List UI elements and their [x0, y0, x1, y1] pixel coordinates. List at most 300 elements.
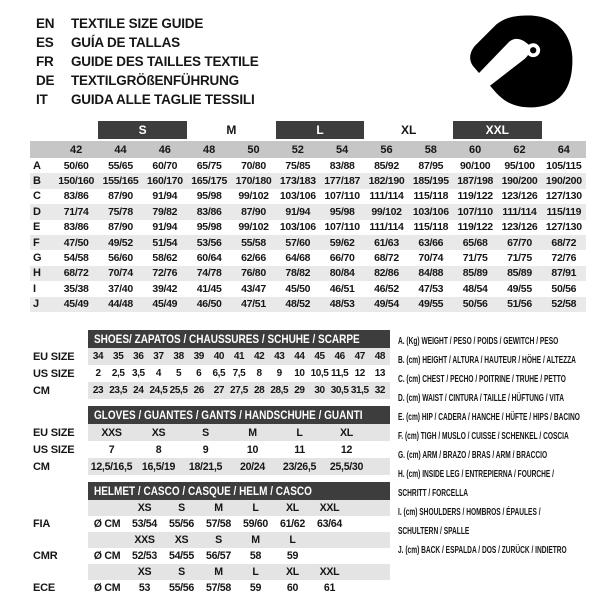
- measurement-value: 90/100: [459, 159, 491, 172]
- measurement-value: 70/74: [108, 267, 133, 280]
- measurement-value: 107/110: [324, 221, 360, 234]
- subtable-row-label: CM: [33, 460, 50, 473]
- size-value: 11,5: [331, 368, 349, 379]
- measurement-value: 48/52: [285, 298, 311, 311]
- size-group-band: [30, 121, 586, 139]
- measurement-row-label: I: [33, 282, 37, 295]
- legend-item: [398, 389, 594, 408]
- measurement-value: 47/51: [241, 298, 266, 311]
- subtable-row-label: EU SIZE: [33, 350, 75, 363]
- measurement-value: 127/130: [545, 190, 582, 203]
- helmet-size-value: 58: [249, 550, 262, 562]
- measurement-value: 95/98: [329, 205, 355, 218]
- measurement-value: 83/86: [63, 221, 89, 234]
- legend-line-text: H. (cm) INSIDE LEG / ENTREPIERNA / FOURCHE /: [398, 469, 554, 480]
- size-value: 45: [314, 351, 325, 362]
- measurement-value: 51/56: [507, 298, 532, 311]
- measurement-value: 64/68: [285, 252, 311, 265]
- helmet-size-label: XXS: [134, 534, 155, 546]
- helmet-size-label: XS: [137, 566, 152, 578]
- measurement-value: 54/58: [63, 252, 89, 265]
- helmet-size-cells: [88, 532, 390, 548]
- measurement-value: 87/95: [418, 159, 444, 172]
- size-value: 10: [246, 443, 259, 456]
- subtable-row: [30, 424, 392, 441]
- helmet-values-row: [30, 516, 392, 532]
- size-value: 7: [108, 443, 115, 456]
- subtable-cells: [88, 382, 390, 399]
- subtable-cells: [88, 348, 390, 365]
- measurement-value: 55/58: [241, 236, 266, 249]
- measurement-value: 43/47: [241, 282, 266, 295]
- size-value: 20/24: [239, 460, 265, 473]
- subtable-row: [30, 365, 392, 382]
- clothing-size-rows: [30, 158, 586, 312]
- size-value: 41: [233, 351, 245, 362]
- measurement-value: 55/65: [108, 159, 133, 172]
- measurement-value: 47/53: [418, 282, 444, 295]
- size-value: 37: [153, 351, 164, 362]
- measurement-value: 127/130: [545, 221, 582, 234]
- measurement-value: 185/195: [412, 175, 449, 188]
- size-value: 23: [92, 385, 104, 396]
- legend-line-text: B. (cm) HEIGHT / ALTURA / HAUTEUR / HÖHE / ALTEZZA: [398, 355, 576, 366]
- size-value: 6,5: [212, 368, 226, 379]
- helmet-size-value: 56/57: [205, 550, 231, 562]
- size-column-header: 60: [469, 143, 482, 156]
- helmet-title-text: HELMET / CASCO / CASQUE / HELM / CASCO: [94, 486, 312, 498]
- measurement-value: 59/62: [329, 236, 355, 249]
- size-value: 36: [133, 351, 144, 362]
- measurement-value: 57/60: [285, 236, 311, 249]
- measurement-value: 52/58: [551, 298, 577, 311]
- helmet-icon: [466, 14, 578, 110]
- size-value: 18/21,5: [188, 460, 223, 473]
- language-code: FR: [36, 54, 54, 69]
- size-value: 3,5: [131, 368, 145, 379]
- measurement-value: 87/90: [108, 221, 133, 234]
- subtable-row-label: CM: [33, 384, 50, 397]
- size-value: 34: [92, 351, 104, 362]
- measurement-value: 123/126: [501, 221, 538, 234]
- helmet-size-label: XXL: [319, 502, 340, 514]
- helmet-sizes-row: [30, 500, 392, 516]
- measurement-row: [30, 173, 586, 188]
- legend-item: [398, 446, 594, 465]
- measurement-value: 170/180: [235, 175, 272, 188]
- measurement-value: 66/70: [329, 252, 355, 265]
- size-group-label: XL: [400, 123, 417, 137]
- size-value: 10,5: [310, 368, 329, 379]
- measurement-value: 47/50: [63, 236, 89, 249]
- legend-line-text: A. (Kg) WEIGHT / PESO / POIDS / GEWITCH / PESO: [398, 336, 559, 347]
- size-value: 42: [253, 351, 265, 362]
- measurement-row-label: H: [33, 267, 41, 280]
- measurement-value: 49/54: [374, 298, 399, 311]
- size-value: XL: [340, 426, 353, 439]
- measurement-value: 99/102: [238, 221, 269, 234]
- size-value: 26: [193, 385, 204, 396]
- measurement-value: 190/200: [545, 175, 582, 188]
- measurement-value: 83/88: [329, 159, 355, 172]
- size-value: 7,5: [232, 368, 246, 379]
- measurement-value: 41/45: [196, 282, 222, 295]
- subtable-row: [30, 441, 392, 458]
- language-code: IT: [36, 92, 48, 107]
- language-code: ES: [36, 35, 54, 50]
- shoes-table: [30, 348, 392, 399]
- helmet-title: [88, 482, 390, 500]
- helmet-logo: [466, 14, 578, 115]
- measurement-value: 65/68: [462, 236, 488, 249]
- size-value: 43: [274, 351, 285, 362]
- size-column-header: 44: [114, 143, 127, 156]
- helmet-size-value: 61: [323, 582, 336, 594]
- helmet-size-value: 61/62: [279, 518, 305, 530]
- measurement-value: 65/75: [196, 159, 222, 172]
- measurement-value: 91/94: [152, 221, 178, 234]
- size-column-header: 56: [380, 143, 393, 156]
- helmet-size-cells: [88, 564, 390, 580]
- language-row: [36, 90, 259, 109]
- measurement-value: 107/110: [324, 190, 360, 203]
- helmet-size-value: 59/60: [242, 518, 268, 530]
- measurement-value: 182/190: [368, 175, 405, 188]
- measurement-row: [30, 158, 586, 173]
- helmet-size-value: 52/53: [131, 550, 157, 562]
- measurement-value: 76/80: [241, 267, 266, 280]
- legend-item: [398, 427, 594, 446]
- helmet-size-label: S: [178, 502, 185, 514]
- measurement-value: 85/89: [507, 267, 532, 280]
- subtable-row: [30, 348, 392, 365]
- measurement-value: 165/175: [191, 175, 228, 188]
- language-name: TEXTILGRÖßENFÜHRUNG: [71, 73, 239, 88]
- helmet-size-label: XL: [286, 566, 299, 578]
- size-value: 6: [196, 368, 202, 379]
- size-value: 47: [354, 351, 365, 362]
- size-column-header: 42: [70, 143, 83, 156]
- size-value: 8: [155, 443, 162, 456]
- measurement-row: [30, 204, 586, 219]
- helmet-size-label: XXL: [319, 566, 340, 578]
- size-value: 28,5: [270, 385, 289, 396]
- measurement-value: 37/40: [108, 282, 133, 295]
- helmet-size-value: 59: [286, 550, 299, 562]
- gloves-title: [88, 406, 390, 424]
- size-value: 48: [374, 351, 386, 362]
- measurement-value: 119/122: [457, 190, 493, 203]
- helmet-size-label: M: [251, 534, 260, 546]
- language-name: GUIDE DES TAILLES TEXTILE: [71, 54, 259, 69]
- subtable-row-label: EU SIZE: [33, 426, 75, 439]
- size-value: 13: [374, 368, 386, 379]
- measurement-value: 48/53: [329, 298, 355, 311]
- measurement-value: 84/88: [418, 267, 444, 280]
- language-name: GUÍA DE TALLAS: [71, 35, 180, 50]
- measurement-value: 62/66: [241, 252, 266, 265]
- clothing-size-table: [30, 121, 586, 312]
- size-value: 23/26,5: [282, 460, 317, 473]
- size-value: 24: [133, 385, 144, 396]
- legend-line-text: G. (cm) ARM / BRAZO / BRAS / ARM / BRACCIO: [398, 450, 548, 461]
- measurement-value: 78/82: [285, 267, 311, 280]
- measurement-value: 71/74: [63, 205, 89, 218]
- measurement-value: 51/54: [152, 236, 178, 249]
- size-value: 31,5: [350, 385, 369, 396]
- size-column-header: 46: [158, 143, 171, 156]
- size-column-header: 64: [557, 143, 570, 156]
- language-name: TEXTILE SIZE GUIDE: [71, 16, 204, 31]
- size-value: 12: [340, 443, 353, 456]
- size-value: 28: [253, 385, 265, 396]
- helmet-size-label: L: [252, 502, 259, 514]
- measurement-value: 68/72: [551, 236, 577, 249]
- legend-line-text: SCHRITT / FORCELLA: [398, 488, 469, 499]
- helmet-size-value: 54/55: [168, 550, 194, 562]
- language-code: EN: [36, 16, 55, 31]
- measurement-row: [30, 250, 586, 265]
- measurement-row-label: E: [33, 221, 41, 234]
- helmet-values-row: [30, 548, 392, 564]
- size-value: 4: [155, 368, 162, 379]
- size-value: 35: [113, 351, 124, 362]
- helmet-size-value: 55/56: [168, 582, 194, 594]
- measurement-row: [30, 189, 586, 204]
- shoes-title-text: SHOES/ ZAPATOS / CHAUSSURES / SCHUHE / SCARPE: [94, 334, 360, 346]
- size-value: S: [202, 426, 209, 439]
- helmet-sizes-row: [30, 564, 392, 580]
- helmet-size-label: S: [178, 566, 185, 578]
- measurement-value: 95/100: [504, 159, 535, 172]
- measurement-value: 70/74: [418, 252, 444, 265]
- measurement-row: [30, 220, 586, 235]
- empty-label: [30, 564, 88, 580]
- measurement-value: 72/76: [152, 267, 178, 280]
- legend-line-text: SCHULTERN / SPALLE: [398, 526, 470, 537]
- measurement-value: 60/70: [152, 159, 178, 172]
- measurement-value: 111/114: [502, 205, 537, 218]
- language-row: [36, 33, 259, 52]
- measurement-value: 91/94: [152, 190, 178, 203]
- helmet-size-cells: [88, 500, 390, 516]
- size-value: 10: [294, 368, 305, 379]
- measurement-value: 85/92: [374, 159, 399, 172]
- diameter-unit-label: Ø CM: [93, 550, 121, 562]
- measurement-row: [30, 266, 586, 281]
- size-value: 9: [276, 368, 282, 379]
- size-value: 30: [314, 385, 325, 396]
- size-value: 2,5: [111, 368, 125, 379]
- measurement-value: 190/200: [501, 175, 538, 188]
- measurement-value: 70/80: [241, 159, 266, 172]
- measurement-row: [30, 281, 586, 296]
- helmet-standard-label: CMR: [33, 550, 58, 562]
- helmet-size-value: 60: [286, 582, 299, 594]
- accessory-tables: [30, 330, 392, 596]
- measurement-value: 50/60: [63, 159, 89, 172]
- helmet-size-value: 57/58: [205, 582, 231, 594]
- measurement-row-label: C: [33, 190, 41, 203]
- subtable-row-label: US SIZE: [33, 367, 75, 380]
- measurement-value: 177/187: [324, 175, 361, 188]
- measurement-value: 67/70: [507, 236, 532, 249]
- legend-item: [398, 465, 594, 503]
- legend-line-text: J. (cm) BACK / ESPALDA / DOS / ZURÜCK / INDIETRO: [398, 545, 567, 556]
- subtable-row: [30, 458, 392, 475]
- legend-item: [398, 351, 594, 370]
- measurement-value: 49/52: [108, 236, 133, 249]
- size-value: 32: [374, 385, 386, 396]
- size-value: 2: [95, 368, 101, 379]
- measurement-value: 45/50: [285, 282, 311, 295]
- size-group-label: XXL: [453, 121, 542, 139]
- measurement-value: 75/78: [108, 205, 133, 218]
- measurement-value: 160/170: [146, 175, 183, 188]
- measurement-value: 111/114: [369, 221, 404, 234]
- measurement-value: 58/62: [152, 252, 178, 265]
- measurement-value: 68/72: [374, 252, 399, 265]
- size-value: 11: [294, 443, 305, 456]
- measurement-value: 103/106: [412, 205, 449, 218]
- measurement-value: 48/54: [462, 282, 488, 295]
- measurement-value: 45/49: [152, 298, 178, 311]
- measurement-value: 71/75: [462, 252, 488, 265]
- language-row: [36, 14, 259, 33]
- subtable-row: [30, 382, 392, 399]
- legend-line-text: F. (cm) TIGH / MUSLO / CUISSE / SCHENKEL / COSCIA: [398, 431, 569, 442]
- measurement-value: 79/82: [152, 205, 178, 218]
- measurement-value: 99/102: [371, 205, 402, 218]
- measurement-value: 60/64: [196, 252, 222, 265]
- measurement-value: 87/90: [241, 205, 266, 218]
- measurement-value: 85/89: [462, 267, 488, 280]
- measurement-value: 119/122: [457, 221, 493, 234]
- measurement-value: 82/86: [374, 267, 399, 280]
- helmet-sizes-row: [30, 532, 392, 548]
- empty-label: [30, 500, 88, 516]
- legend-item: [398, 370, 594, 389]
- size-value: 12: [354, 368, 365, 379]
- size-value: XXS: [101, 426, 122, 439]
- language-list: [36, 14, 259, 109]
- helmet-standard-label: FIA: [33, 518, 51, 530]
- measurement-value: 187/198: [457, 175, 494, 188]
- helmet-size-label: XS: [137, 502, 152, 514]
- legend-line-text: E. (cm) HIP / CADERA / HANCHE / HÜFTE / HIPS / BACINO: [398, 412, 580, 423]
- size-value: 12,5/16,5: [90, 460, 133, 473]
- measurement-value: 150/160: [58, 175, 95, 188]
- size-value: 27,5: [230, 385, 248, 396]
- diameter-unit-label: Ø CM: [93, 518, 121, 530]
- measurement-row-label: F: [33, 236, 40, 249]
- size-value: 5: [176, 368, 182, 379]
- size-column-header: 50: [247, 143, 260, 156]
- gloves-title-text: GLOVES / GUANTES / GANTS / HANDSCHUHE / GUANTI: [94, 410, 363, 422]
- gloves-table: [30, 424, 392, 475]
- measurement-value: 45/49: [63, 298, 89, 311]
- diameter-unit-label: Ø CM: [93, 582, 121, 594]
- helmet-table: [30, 500, 392, 596]
- size-value: 9: [202, 443, 209, 456]
- measurement-row: [30, 235, 586, 250]
- language-code: DE: [36, 73, 55, 88]
- measurement-value: 61/63: [374, 236, 399, 249]
- size-value: M: [248, 426, 257, 439]
- measurement-value: 87/90: [108, 190, 133, 203]
- size-value: 25,5/30: [329, 460, 364, 473]
- measurement-value: 83/86: [63, 190, 89, 203]
- measurement-row-label: A: [33, 159, 41, 172]
- measurement-value: 83/86: [196, 205, 222, 218]
- size-value: L: [296, 426, 303, 439]
- helmet-size-label: L: [289, 534, 296, 546]
- size-value: 24,5: [149, 385, 168, 396]
- measurement-value: 72/76: [551, 252, 577, 265]
- measurement-row: [30, 297, 586, 312]
- measurement-value: 49/55: [418, 298, 444, 311]
- size-value: 8: [256, 368, 262, 379]
- size-value: 38: [173, 351, 184, 362]
- measurement-value: 39/42: [152, 282, 178, 295]
- size-column-header: 52: [291, 143, 304, 156]
- size-value: 16,5/19: [141, 460, 176, 473]
- subtable-cells: [88, 424, 390, 441]
- size-value: 30,5: [330, 385, 349, 396]
- legend-item: [398, 332, 594, 351]
- measurement-value: 53/56: [196, 236, 222, 249]
- legend-line-text: C. (cm) CHEST / PECHO / POITRINE / TRUHE / PETTO: [398, 374, 566, 385]
- helmet-value-cells: [88, 580, 390, 596]
- helmet-size-label: M: [214, 502, 223, 514]
- legend-item: [398, 408, 594, 427]
- helmet-size-label: XS: [174, 534, 189, 546]
- measurement-value: 46/52: [374, 282, 399, 295]
- language-row: [36, 52, 259, 71]
- legend-line-text: I. (cm) SHOULDERS / HOMBROS / ÉPAULES /: [398, 507, 541, 518]
- shoes-title: [88, 330, 390, 348]
- measurement-row-label: D: [33, 205, 41, 218]
- subtable-cells: [88, 365, 390, 382]
- measurement-value: 46/51: [329, 282, 355, 295]
- measurement-value: 63/66: [418, 236, 444, 249]
- measurement-value: 80/84: [329, 267, 355, 280]
- measurement-value: 103/106: [279, 190, 316, 203]
- measurement-value: 123/126: [501, 190, 538, 203]
- measurement-value: 68/72: [63, 267, 89, 280]
- measurement-value: 44/48: [108, 298, 133, 311]
- measurement-value: 173/183: [279, 175, 316, 188]
- measurement-row-label: B: [33, 175, 41, 188]
- helmet-size-value: 63/64: [316, 518, 342, 530]
- size-value: 40: [213, 351, 225, 362]
- measurement-value: 115/119: [546, 205, 582, 218]
- measurement-value: 87/91: [551, 267, 577, 280]
- helmet-size-value: 53: [138, 582, 151, 594]
- measurement-value: 95/98: [196, 190, 222, 203]
- measurement-value: 46/50: [196, 298, 222, 311]
- measurement-value: 56/60: [108, 252, 133, 265]
- helmet-size-label: XL: [286, 502, 299, 514]
- measurement-value: 49/55: [507, 282, 532, 295]
- size-value: 44: [294, 351, 305, 362]
- measurement-value: 115/118: [413, 190, 449, 203]
- language-name: GUIDA ALLE TAGLIE TESSILI: [71, 92, 255, 107]
- helmet-value-cells: [88, 548, 390, 564]
- size-value: XS: [151, 426, 166, 439]
- measurement-value: 74/78: [196, 267, 222, 280]
- helmet-size-value: 55/56: [168, 518, 194, 530]
